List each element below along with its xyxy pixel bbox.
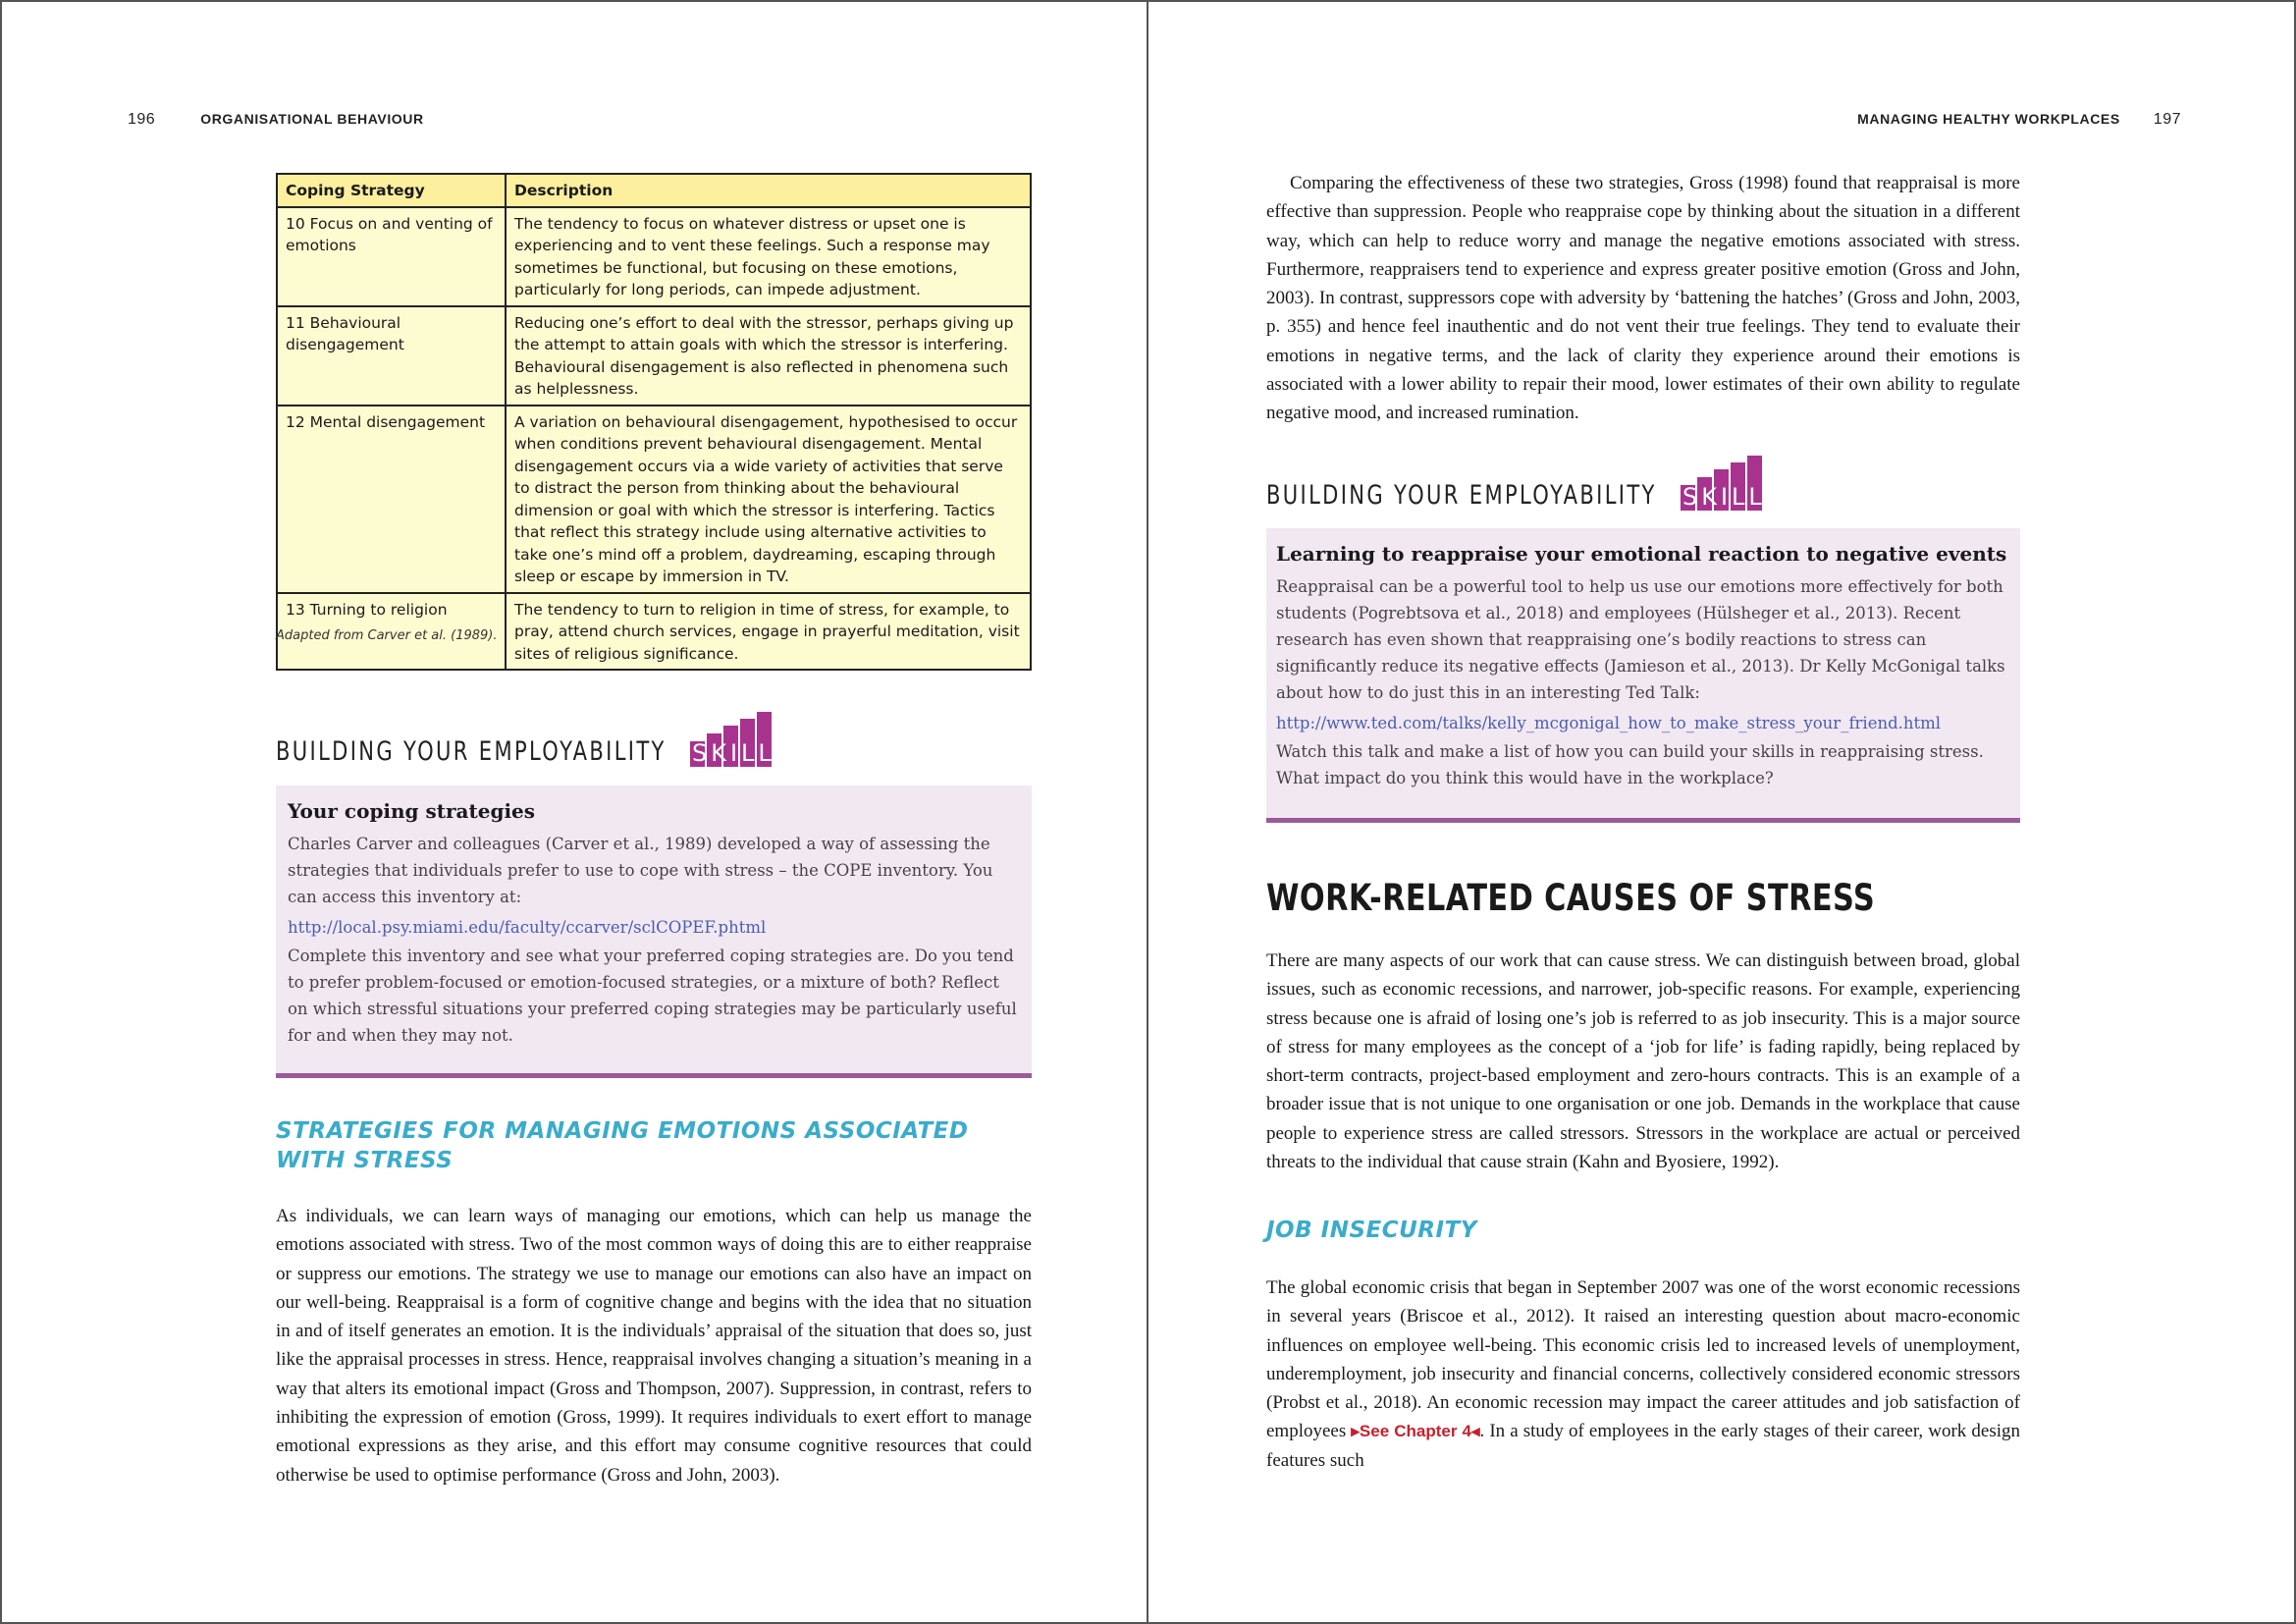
coping-skills-box <box>276 785 1032 1078</box>
skills-badge-icon <box>690 712 794 767</box>
employability-skills-heading <box>276 712 794 767</box>
table-cell-strategy: 12 Mental disengagement <box>277 406 506 593</box>
ted-talk-link[interactable]: http://www.ted.com/talks/kelly_mcgonigal_how_to_make_stress_your_friend.html <box>1276 714 1942 732</box>
sub-heading-job-insecurity: JOB INSECURITY <box>1266 1218 1477 1243</box>
skills-heading-text: BUILDING YOUR EMPLOYABILITY <box>276 736 667 767</box>
table-header-strategy: Coping Strategy <box>277 174 506 207</box>
section-heading-strategies: STRATEGIES FOR MANAGING EMOTIONS ASSOCIATED WITH STRESS <box>276 1118 969 1173</box>
skills-box-paragraph: Reappraisal can be a powerful tool to help us use our emotions more effectively for both students (Pogrebtsova et al., 2018) and employees (Hülsheger et al., 2013). Recent research has even shown that reappraising one’s bodily reactions to stress can significantly reduce its negative effects (Jamieson et al., 2013). Dr Kelly McGonigal talks about how to do just this in an interesting Ted Talk: <box>1276 577 2005 702</box>
table-caption: Adapted from Carver et al. (1989). <box>276 628 498 643</box>
right-body-paragraph-1: There are many aspects of our work that can cause stress. We can distinguish between broad, global issues, such as economic recessions, and narrower, job-specific reasons. For example, experiencing stress because one is afraid of losing one’s job is referred to as job insecurity. This is a major source of stress for many employees as the concept of a ‘job for life’ is fading rapidly, being replaced by short-term contracts, project-based employment and zero-hours contracts. This is an example of a broader issue that is not unique to one organisation or one job. Demands in the workplace that cause people to experience stress are called stressors. Stressors in the workplace are actual or perceived threats to the individual that cause strain (Kahn and Byosiere, 1992). <box>1266 950 2020 1173</box>
table-row <box>277 207 1031 306</box>
right-body-paragraph-2 <box>1266 1273 2020 1475</box>
reappraisal-skills-box <box>1266 528 2020 823</box>
skills-badge-label: SKILLS <box>691 739 794 767</box>
table-cell-strategy: 13 Turning to religion <box>277 593 506 671</box>
table-cell-strategy: 10 Focus on and venting of emotions <box>277 207 506 306</box>
table-row <box>277 406 1031 593</box>
see-chapter-link[interactable]: ▸See Chapter 4◂ <box>1351 1422 1480 1441</box>
table-cell-description: The tendency to turn to religion in time of stress, for example, to pray, attend church services, engage in prayerful meditation, visit sites of religious significance. <box>506 593 1031 671</box>
right-page <box>1148 0 2294 1624</box>
right-intro-paragraph: Comparing the effectiveness of these two strategies, Gross (1998) found that reappraisal is more effective than suppression. People who reappraise cope by thinking about the situation in a different way, which can help to reduce worry and manage the negative emotions associated with stress. Furthermore, reappraisers tend to experience and express greater positive emotion (Gross and John, 2003). In contrast, suppressors cope with adversity by ‘battening the hatches’ (Gross and John, 2003, p. 355) and hence feel inauthentic and do not vent their true feelings. They tend to evaluate their emotions in negative terms, and the lack of clarity they experience around their emotions is associated with a lower ability to repair their mood, lower estimates of their own ability to regulate negative mood, and increased rumination. <box>1266 173 2020 424</box>
table-header-row <box>277 174 1031 207</box>
cope-inventory-link[interactable]: http://local.psy.miami.edu/faculty/ccarver/sclCOPEF.phtml <box>288 918 767 937</box>
skills-badge-label: SKILLS <box>1682 483 1785 511</box>
skills-box-paragraph: Complete this inventory and see what your preferred coping strategies are. Do you tend to prefer problem-focused or emotion-focused strategies, or a mixture of both? Reflect on which stressful situations your preferred coping strategies may be particularly useful for and when they may not. <box>288 947 1017 1045</box>
skills-box-title: Your coping strategies <box>288 799 536 823</box>
skills-badge-icon <box>1681 456 1785 511</box>
skills-box-paragraph: Watch this talk and make a list of how you can build your skills in reappraising stress. What impact do you think this would have in the workplace? <box>1276 742 1984 787</box>
skills-heading-text: BUILDING YOUR EMPLOYABILITY <box>1266 480 1657 511</box>
left-page <box>0 0 1147 1624</box>
table-cell-description: A variation on behavioural disengagement, hypothesised to occur when conditions prevent behavioural disengagement. Mental disengagement occurs via a wide variety of activities that serve to distract the person from thinking about the behavioural dimension or goal with which the stressor is interfering. Tactics that reflect this strategy include using alternative activities to take one’s mind off a problem, daydreaming, escaping through sleep or escape by immersion in TV. <box>506 406 1031 593</box>
left-page-number: 196 <box>128 111 156 128</box>
skills-box-paragraph: Charles Carver and colleagues (Carver et al., 1989) developed a way of assessing the strategies that individuals prefer to use to cope with stress – the COPE inventory. You can access this inventory at: <box>288 835 993 906</box>
table-cell-strategy: 11 Behavioural disengagement <box>277 306 506 406</box>
main-heading-work-stress: WORK-RELATED CAUSES OF STRESS <box>1266 877 1876 919</box>
left-running-title: ORGANISATIONAL BEHAVIOUR <box>200 111 424 127</box>
employability-skills-heading <box>1266 456 1785 511</box>
table-cell-description: The tendency to focus on whatever distress or upset one is experiencing and to vent these feelings. Such a response may sometimes be functional, but focusing on these emotions, particularly for long periods, can impede adjustment. <box>506 207 1031 306</box>
right-running-head <box>1857 111 2181 129</box>
table-header-description: Description <box>506 174 1031 207</box>
right-running-title: MANAGING HEALTHY WORKPLACES <box>1857 111 2120 127</box>
table-row <box>277 306 1031 406</box>
left-body-paragraph: As individuals, we can learn ways of managing our emotions, which can help us manage the emotions associated with stress. Two of the most common ways of doing this are to either reappraise or suppress our emotions. The strategy we use to manage our emotions can also have an impact on our well-being. Reappraisal is a form of cognitive change and begins with the idea that no situation in and of itself generates an emotion. It is the individuals’ appraisal of the situation that does so, just like the appraisal processes in stress. Hence, reappraisal involves changing a situation’s meaning in a way that alters its emotional impact (Gross and Thompson, 2007). Suppression, in contrast, refers to inhibiting the expression of emotion (Gross, 1999). It requires individuals to exert effort to manage emotional expressions as they arise, and this effort may consume cognitive resources that could otherwise be used to optimise performance (Gross and John, 2003). <box>276 1206 1032 1486</box>
see-chapter-label: See Chapter 4 <box>1359 1422 1471 1441</box>
body2-tail-text: . In a study of employees in the early stages of their career, work design features such <box>1266 1421 2020 1471</box>
coping-strategies-table <box>276 173 1032 671</box>
right-page-number: 197 <box>2153 111 2181 128</box>
skills-box-title: Learning to reappraise your emotional reaction to negative events <box>1276 542 2007 566</box>
body2-text: The global economic crisis that began in September 2007 was one of the worst economic recessions in several years (Briscoe et al., 2012). It raised an interesting question about macro-economic influences on employee well-being. This economic crisis led to increased levels of unemployment, underemployment, job insecurity and financial concerns, collectively considered economic stressors (Probst et al., 2018). An economic recession may impact the career attitudes and job satisfaction of employees <box>1266 1277 2020 1442</box>
left-running-head <box>128 111 424 129</box>
table-cell-description: Reducing one’s effort to deal with the stressor, perhaps giving up the attempt to attain goals with which the stressor is interfering. Behavioural disengagement is also reflected in phenomena such as helplessness. <box>506 306 1031 406</box>
